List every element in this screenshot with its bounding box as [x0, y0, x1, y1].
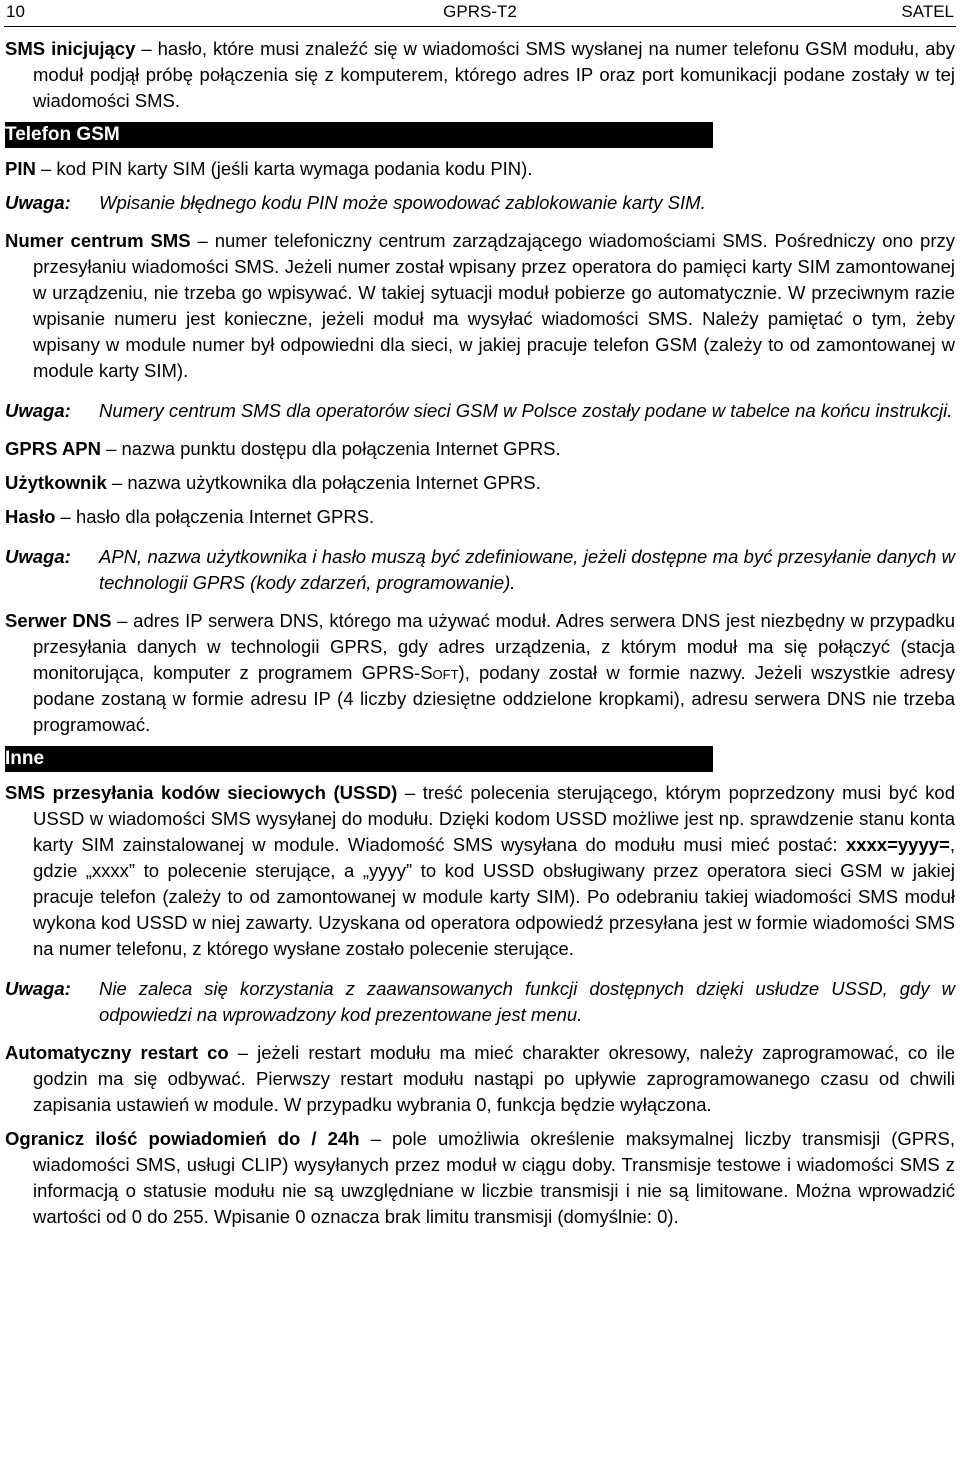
- page-content: [5, 36, 955, 1238]
- dns-paragraph: Serwer DNS – adres IP serwera DNS, którego ma używać moduł. Adres serwera DNS jest niezbędny w przypadku przesyłania danych w technologii GPRS, gdy adres urządzenia, z którym moduł ma się połączyć (stacja monitorująca, komputer z programem GPRS-Soft), podany został w formie nazwy. Jeżeli wszystkie adresy podane zostaną w formie adresu IP (4 liczby dziesiętne oddzielone kropkami), adresu serwera DNS nie trzeba programować.: [5, 610, 956, 735]
- note-label: Uwaga:: [5, 546, 71, 567]
- note-pin: [5, 190, 955, 216]
- term: SMS przesyłania kodów sieciowych (USSD): [5, 782, 398, 803]
- note-label: Uwaga:: [5, 192, 71, 213]
- brand-name: SATEL: [901, 2, 954, 21]
- term: Użytkownik: [5, 472, 107, 493]
- note-sms-center: [5, 398, 955, 424]
- apn-paragraph: GPRS APN – nazwa punktu dostępu dla połączenia Internet GPRS.: [5, 438, 561, 459]
- note-apn: [5, 544, 955, 596]
- pin-paragraph: PIN – kod PIN karty SIM (jeśli karta wymaga podania kodu PIN).: [5, 158, 533, 179]
- term: Automatyczny restart co: [5, 1042, 229, 1063]
- note-text: APN, nazwa użytkownika i hasło muszą być zdefiniowane, jeżeli dostępne ma być przesyłanie danych w technologii GPRS (kody zdarzeń, programowanie).: [99, 546, 955, 593]
- section-heading-gsm: Telefon GSM: [5, 122, 713, 148]
- password-paragraph: Hasło – hasło dla połączenia Internet GPRS.: [5, 506, 375, 527]
- note-text: Nie zaleca się korzystania z zaawansowanych funkcji dostępnych dzięki usłudze USSD, gdy w odpowiedzi na wprowadzony kod prezentowane jest menu.: [99, 978, 955, 1025]
- document-title: GPRS-T2: [443, 2, 517, 21]
- term: Hasło: [5, 506, 56, 527]
- page-number: 10: [6, 2, 25, 21]
- ussd-paragraph: SMS przesyłania kodów sieciowych (USSD) – treść polecenia sterującego, którym poprzedzony musi być kod USSD w wiadomości SMS wysyłanej do modułu. Dzięki kodom USSD możliwe jest np. sprawdzenie stanu konta karty SIM zainstalowanej w module. Wiadomość SMS wysyłana do modułu musi mieć postać: xxxx=yyyy=, gdzie „xxxx” to polecenie sterujące, a „yyyy” to kod USSD obsługiwany przez operatora sieci GSM w jakiej pracuje telefon (zależy to od zamontowanej w module karty SIM). Po odebraniu takiej wiadomości SMS moduł wykona kod USSD w niej zawarty. Uzyskana od operatora odpowiedź przesyłana jest w formie wiadomości SMS na numer telefonu, z którego wysłane zostało polecenie sterujące.: [5, 782, 955, 959]
- term: PIN: [5, 158, 36, 179]
- note-text: Wpisanie błędnego kodu PIN może spowodować zablokowanie karty SIM.: [99, 192, 706, 213]
- section-heading-other: Inne: [5, 746, 713, 772]
- note-ussd: [5, 976, 955, 1028]
- user-paragraph: Użytkownik – nazwa użytkownika dla połączenia Internet GPRS.: [5, 472, 541, 493]
- page-header: [4, 0, 956, 27]
- sms-center-paragraph: Numer centrum SMS – numer telefoniczny centrum zarządzającego wiadomościami SMS. Pośredniczy ono przy przesyłaniu wiadomości SMS. Jeżeli numer został wpisany przez operatora do pamięci karty SIM zamontowanej w urządzeniu, nie trzeba go wpisywać. W takiej sytuacji moduł pobierze go automatycznie. W przeciwnym razie wpisanie numeru jest konieczne, jeżeli moduł ma wysyłać wiadomości SMS. Należy pamiętać o tym, żeby wpisany w module numer był odpowiedni dla sieci, w jakiej pracuje telefon GSM (zależy to od zamontowanej w module karty SIM).: [5, 230, 955, 381]
- sms-init-paragraph: SMS inicjujący – hasło, które musi znaleźć się w wiadomości SMS wysłanej na numer telefonu GSM modułu, aby moduł podjął próbę połączenia się z komputerem, którego adres IP oraz port komunikacji podane zostały w tej wiadomości SMS.: [5, 38, 955, 111]
- restart-paragraph: Automatyczny restart co – jeżeli restart modułu ma mieć charakter okresowy, należy zaprogramować, co ile godzin ma się odbywać. Pierwszy restart modułu nastąpi po upływie zaprogramowanego czasu od chwili zapisania ustawień w module. W przypadku wybrania 0, funkcja będzie wyłączona.: [5, 1042, 955, 1115]
- ussd-format: xxxx=yyyy=: [845, 834, 950, 855]
- note-label: Uwaga:: [5, 978, 71, 999]
- term: Numer centrum SMS: [5, 230, 191, 251]
- limit-paragraph: Ogranicz ilość powiadomień do / 24h – pole umożliwia określenie maksymalnej liczby transmisji (GPRS, wiadomości SMS, usługi CLIP) wysyłanych przez moduł w ciągu doby. Transmisje testowe i wiadomości SMS z informacją o statusie modułu nie są uwzględniane w liczbie transmisji i nie są limitowane. Można wprowadzić wartości od 0 do 255. Wpisanie 0 oznacza brak limitu transmisji (domyślnie: 0).: [5, 1128, 955, 1227]
- note-label: Uwaga:: [5, 400, 71, 421]
- note-text: Numery centrum SMS dla operatorów sieci GSM w Polsce zostały podane w tabelce na końcu instrukcji.: [99, 400, 953, 421]
- term: SMS inicjujący: [5, 38, 136, 59]
- term: Serwer DNS: [5, 610, 112, 631]
- term: GPRS APN: [5, 438, 101, 459]
- term: Ogranicz ilość powiadomień do / 24h: [5, 1128, 360, 1149]
